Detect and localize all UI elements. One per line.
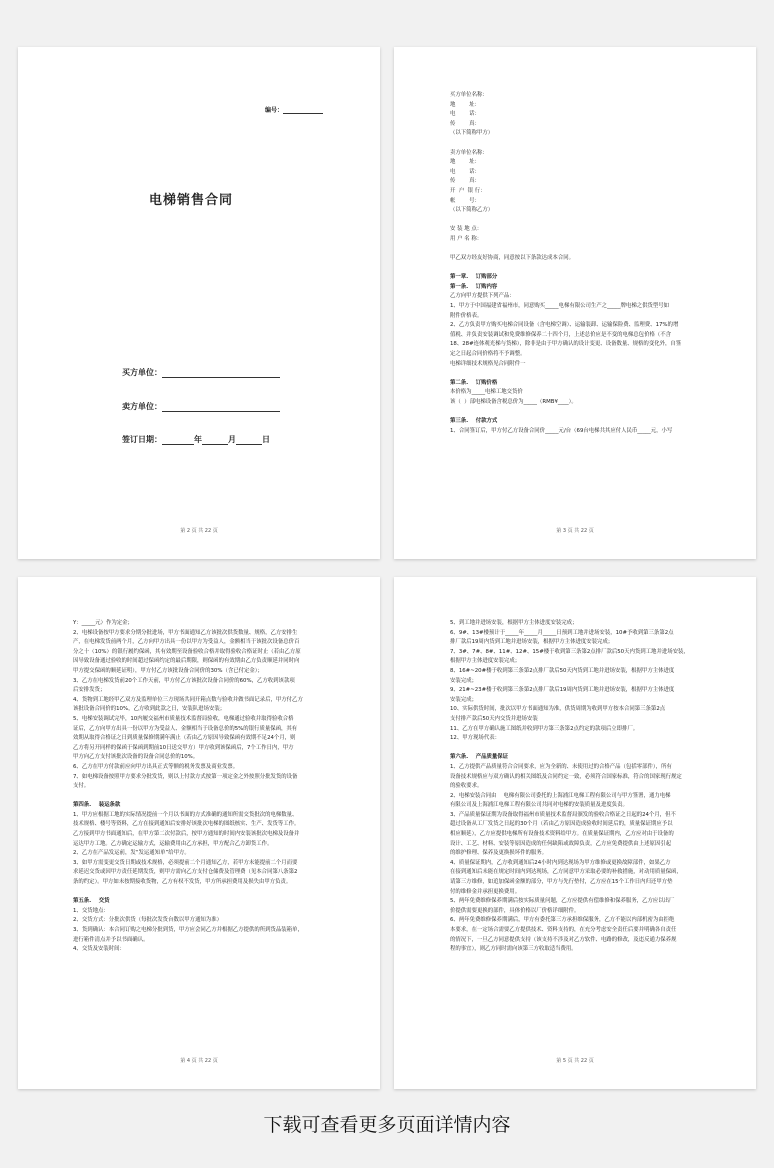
text-line: 支付。 (73, 783, 90, 790)
text-line: 12、甲方现场代表： (450, 735, 500, 742)
text-line: 电梯详细技术规格见合同附件一 (450, 360, 526, 367)
page-footer: 第 5 页 共 22 页 (556, 1058, 594, 1064)
text-line: 设计、工艺、材料、安装等原因造成的任何缺陷或故障负责，乙方应免费提供由上述原因引起 (450, 840, 672, 847)
text-line: 请第三方维修，如追加保函金额的部分，甲方与先行垫付，乙方应在15个工作日内归还甲方垫 (450, 879, 673, 886)
text-line: 该批设备合同价的10%，乙方收到此款之日，安装队进场安装； (73, 706, 226, 713)
text-line (450, 369, 712, 379)
month-blank (202, 435, 228, 445)
text-line: 1、乙方提供产品质量符合合同要求，应为全新的、未使用过的合格产品（包括零部件），所有 (450, 763, 672, 770)
text-line (450, 744, 712, 754)
text-line: 1、合同签订后，甲方付乙方设备合同价_____元/台（69台电梯共其应付人民币_____元，小写 (450, 427, 673, 434)
text-line: 证后，乙方向甲方出具一份以甲方为受益人、金额相当于设备总价的5%的银行质量保函，其有 (73, 725, 298, 732)
contract-page-4 (18, 577, 380, 1089)
page-footer: 第 2 页 共 22 页 (180, 528, 218, 534)
text-line: 11、乙方在甲方确认施工图纸并收到甲方第三条第2点约定的款项后立即排厂。 (450, 725, 639, 732)
text-line: 电 话： (450, 111, 480, 118)
download-more-caption: 下载可查看更多页面详情内容 (263, 1114, 511, 1136)
contract-page-3 (394, 47, 756, 559)
text-line (73, 792, 328, 802)
text-line: 后安排发货； (73, 687, 106, 694)
text-line: 甲方向乙方支付该批次设备的设备合同总价的10%。 (73, 754, 199, 761)
text-line: 传 真： (450, 178, 480, 185)
text-line: 地 址： (450, 159, 480, 166)
text-line: 10、实际供货时间，批次以甲方书面通知为准，供货周期为收到甲方按本合同第三条第2点 (450, 706, 666, 713)
text-line: 6、9#、13#楼预计于_____年_____月_____日预到工地并进场安装，10#予收到第三条第2点 (450, 629, 674, 636)
text-line: 该（ ）部电梯设备含税总价为_____（RMB¥____）。 (450, 399, 577, 405)
seller-row (122, 401, 280, 412)
text-line: 安装完成； (450, 696, 477, 703)
text-line: 1、交货地点： (73, 907, 109, 914)
text-line: 3、产品质量保证期为设备取得福州市质量技术监督局颁发的验收合格证之日起的24个月，但不 (450, 811, 676, 818)
text-line: 2、电梯设备按甲方要求分期分批进场，甲方书面通知乙方该批次供货数量、规格，乙方安排生 (73, 629, 298, 636)
text-line: 买方单位名称： (450, 92, 488, 98)
text-line: 分之十（10%）的银行履约保函，其有效期至设备验收合格并取得验收合格证时止（若由乙方原 (73, 648, 301, 655)
text-line: 电 话： (450, 168, 480, 175)
text-line: 3、乙方在电梯发货前20个工作天前，甲方付乙方该批次设备合同价的60%，乙方收到该款项 (73, 677, 295, 684)
text-line: 支付排产款后50天内交货并进场安装 (450, 715, 538, 722)
text-line: 乙方将另开同样的保函于保函到期前10日送交甲方）甲方收到该保函后，7个工作日内，甲方 (73, 744, 294, 751)
contract-title: 电梯销售合同 (149, 193, 234, 208)
text-line: 卖方单位名称： (450, 149, 488, 156)
text-line: 第三条. 付款方式 (450, 418, 498, 425)
text-line: 地 址： (450, 101, 480, 108)
text-line: 第五条. 交货 (73, 898, 110, 905)
text-line: 在接到通知后未能在规定时间内到达现场，乙方同意甲方采取必要的补救措施，对动用质量保函， (450, 869, 682, 876)
page-footer: 第 3 页 共 22 页 (556, 528, 594, 534)
text-line: 求延迟交货或因甲方责任延期发货，则甲方需向乙方支付仓储费及管理费（见本合同第八条第2 (73, 869, 298, 876)
page-body (450, 619, 712, 955)
text-line (450, 139, 712, 149)
date-year: 年 (194, 435, 202, 444)
text-line: 的维护修理、保养及更换损坏件的服务。 (450, 850, 548, 857)
text-line: 第一章. 订购部分 (450, 274, 498, 281)
text-line: 5、电梯安装调试完毕，10内履交福州市质量技术监督局验收，电梯通过验收并取得验收合格 (73, 715, 294, 722)
contract-number-blank (283, 104, 323, 114)
text-line: 7、3#、7#、8#、11#、12#、15#楼于收到第三条第2点排厂款后50天内货到工地并进场安装， (450, 648, 689, 655)
text-line: 18、28#连体观光梯与货梯），除非是由于甲方确认的设计变更、设备数量、规格的变化外，自签 (450, 341, 682, 348)
text-line: 排厂款后19周内货到工地并进场安装，根据甲方主体进度安装完成； (450, 639, 614, 646)
text-line: 6、乙方在甲方付款前应向甲方出具正式等额的税务发票及商业发票。 (73, 763, 239, 770)
text-line: 4、货物到工地经甲乙双方及监理单位三方现场共同开箱点数与验收并做书面记录后，甲方付乙方 (73, 696, 303, 703)
text-line: 2、电梯安装合同由 电梯有限公司委托的上海浦江电梯工程有限公司与甲方签署，通力电梯 (450, 792, 671, 799)
buyer-blank (162, 368, 280, 378)
contract-page-5 (394, 577, 756, 1089)
text-line: （以下简称乙方） (450, 207, 494, 214)
text-line: 效期从取得合格证之日到质量保修期满年满止（若由乙方原因导致保函有效期不足24个月，则 (73, 735, 296, 742)
text-line (450, 245, 712, 255)
text-line: 7、如电梯设备按照甲方要求分批发货，则以上付款方式按第一项定金之外按照分批发货的设备 (73, 773, 298, 780)
text-line: 价提供需要更换的部件，具体价格以厂价格详细附件。 (450, 907, 580, 914)
contract-number-field (265, 104, 323, 114)
year-blank (162, 435, 194, 445)
text-line: 2、乙方负责甲方购买电梯合同设备（含电梯空调）、运输装卸、运输保险费、监理费、17%的增 (450, 322, 679, 329)
text-line: 程的事宜），则乙方同时需向该第三方收取适当费用。 (450, 946, 577, 953)
text-line: 本价格为_____电梯工地交货价 (450, 389, 523, 396)
text-line: 产，在电梯发货前两个月，乙方向甲方出具一份以甲方为受益人，金额相当于该批次设备总价百 (73, 639, 300, 646)
text-line: 甲方提交保函的顺延证明），甲方付乙方该批设备合同价的30%（含已付定金）； (73, 667, 263, 674)
text-line: 甲乙双方经友好协商，同意按以下条款达成本合同。 (450, 255, 574, 262)
text-line (450, 216, 712, 226)
text-line: 的情况下，一旦乙方同意提供支持（该支持不涉及对乙方软件、电路的修改，及违反通力保养规 (450, 936, 677, 943)
page-body (450, 91, 712, 436)
text-line: 根据甲方主体进度安装完成； (450, 658, 521, 665)
cover-page (18, 47, 380, 559)
text-line: 设备技术规格应与双方确认的相关图纸及合同约定一致，必须符合国家标准，符合的国家现行规定 (450, 773, 682, 780)
text-line: 2、乙方在产品发运前，发“发运通知单”给甲方。 (73, 850, 190, 857)
text-line: 第六条. 产品质量保证 (450, 754, 509, 761)
text-line: 技术规格、楼号等资料，乙方在接到通知后安排好该批次电梯的图纸核实、生产、发货等工作。 (73, 821, 300, 828)
text-line: 相应顺延），乙方应提供电梯所有设备技术资料给甲方。在质量保证期内，乙方应对由于设备的 (450, 831, 674, 838)
day-blank (236, 435, 262, 445)
page-footer: 第 4 页 共 22 页 (180, 1058, 218, 1064)
text-line: 第一条. 订购内容 (450, 283, 498, 290)
text-line: 第四条. 装运条款 (73, 802, 121, 809)
text-line: （以下简称甲方） (450, 130, 494, 137)
buyer-row (122, 367, 280, 378)
text-line: 用 户 名 称： (450, 235, 483, 242)
text-line: Y：_____元）作为定金； (73, 620, 133, 626)
contract-number-label: 编号： (265, 107, 284, 114)
text-line: 进行箱件清点并予以书面确认。 (73, 936, 149, 943)
text-line: 定之日起合同价格将不予调整。 (450, 351, 526, 358)
text-line: 2、交货方式：分批次供货（每批次发货台数以甲方通知为准） (73, 917, 222, 924)
text-line: 5、到工地并进场安装，根据甲方主体进度安装完成； (450, 620, 578, 626)
date-month: 月 (228, 435, 236, 444)
text-line: 5、两年免费维修保养期满后按实际质量问题，乙方应提供有偿维修和保养服务，乙方应以出厂 (450, 898, 675, 905)
seller-label: 卖方单位： (122, 402, 162, 411)
date-day: 日 (262, 435, 270, 444)
text-line (450, 408, 712, 418)
seller-blank (162, 402, 280, 412)
text-line: 4、交货及安装时间： (73, 946, 125, 953)
text-line: 运达甲方工地。乙方确定运输方式，运输费用由乙方承担，甲方配合乙方卸货工作。 (73, 840, 273, 847)
text-line: 传 真： (450, 120, 480, 127)
text-line: 1、甲方于中国福建省福州市，同意购买_____电梯有限公司生产之_____牌电梯之供货型号如 (450, 303, 670, 310)
text-line: 付的维修金并承担更换费用。 (450, 888, 521, 895)
text-line: 的验收要求。 (450, 783, 483, 790)
text-line (73, 888, 328, 898)
text-line: 开 户 银 行： (450, 187, 486, 194)
text-line: 值税、并负责安装调试和免费维修保养二十四个月，上述总价应是不变的电梯总包价格（不含 (450, 331, 672, 338)
buyer-label: 买方单位： (122, 368, 162, 377)
text-line: 附件价格表。 (450, 312, 483, 319)
text-line: 本要求，在一定场合需要乙方提供技术、资料支持的，在充分考虑安全责任后要并明确各自责任 (450, 927, 677, 933)
text-line: 乙方接到甲方书面通知后，在甲方第二次付款后，按甲方通知的时间内安装该批次电梯及设备并 (73, 831, 300, 838)
text-line: 第二条. 订购价格 (450, 379, 498, 386)
text-line: 9、21#~23#楼于收到第三条第2点排厂款后19周内货到工地并进场安装，根据甲方主体进度 (450, 687, 675, 694)
text-line: 乙方向甲方提供下列产品： (450, 293, 515, 300)
page-body (73, 619, 328, 955)
text-line: 有限公司及上海浦江电梯工程有限公司共同对电梯的安装质量及进度负责。 (450, 802, 628, 809)
text-line: 安装完成； (450, 677, 477, 684)
text-line: 帐 号： (450, 197, 480, 204)
text-line: 1、甲方应根据工地的实际情况提前一个月以书面的方式准确的通知所需交货批次的电梯数量、 (73, 811, 298, 818)
sign-date-row (122, 434, 270, 445)
text-line: 因导致设备通过验收的时间超过保函约定的最后期限，则保函的有效期由乙方负责顺延并同时向 (73, 658, 300, 665)
text-line: 超过设备从工厂发货之日起的30个月（若由乙方原因造成验收时间延后的，质量保证期应予以 (450, 821, 673, 828)
text-line: 3、货到确认：本合同订购之电梯分批到货，甲方应会同乙方并根据乙方提供的所到货品装箱单， (73, 927, 303, 933)
text-line: 8、16#~20#楼于收到第三条第2点排厂款后50天内货到工地并进场安装，根据甲方主体进度 (450, 667, 675, 674)
text-line: 6、两年免费维修保养期满后，甲方有委托第三方承担维保服务，乙方不能以内部机密为由拒绝 (450, 917, 675, 924)
text-line: 3、如甲方需变更交货日期或技术规格，必须提前二个月通知乙方，若甲方未能提前二个月而要 (73, 859, 298, 866)
date-label: 签订日期： (122, 435, 162, 444)
text-line (450, 264, 712, 274)
text-line: 4、质量保证期内，乙方收到通知后24小时内到达现场为甲方维修或更换故障部件，如果乙方 (450, 859, 671, 866)
text-line: 条的约定）。甲方如未按期接收货物，乙方有权不发货，甲方所承担费用及损失由甲方负责。 (73, 879, 292, 886)
text-line: 安 装 地 点： (450, 226, 483, 233)
